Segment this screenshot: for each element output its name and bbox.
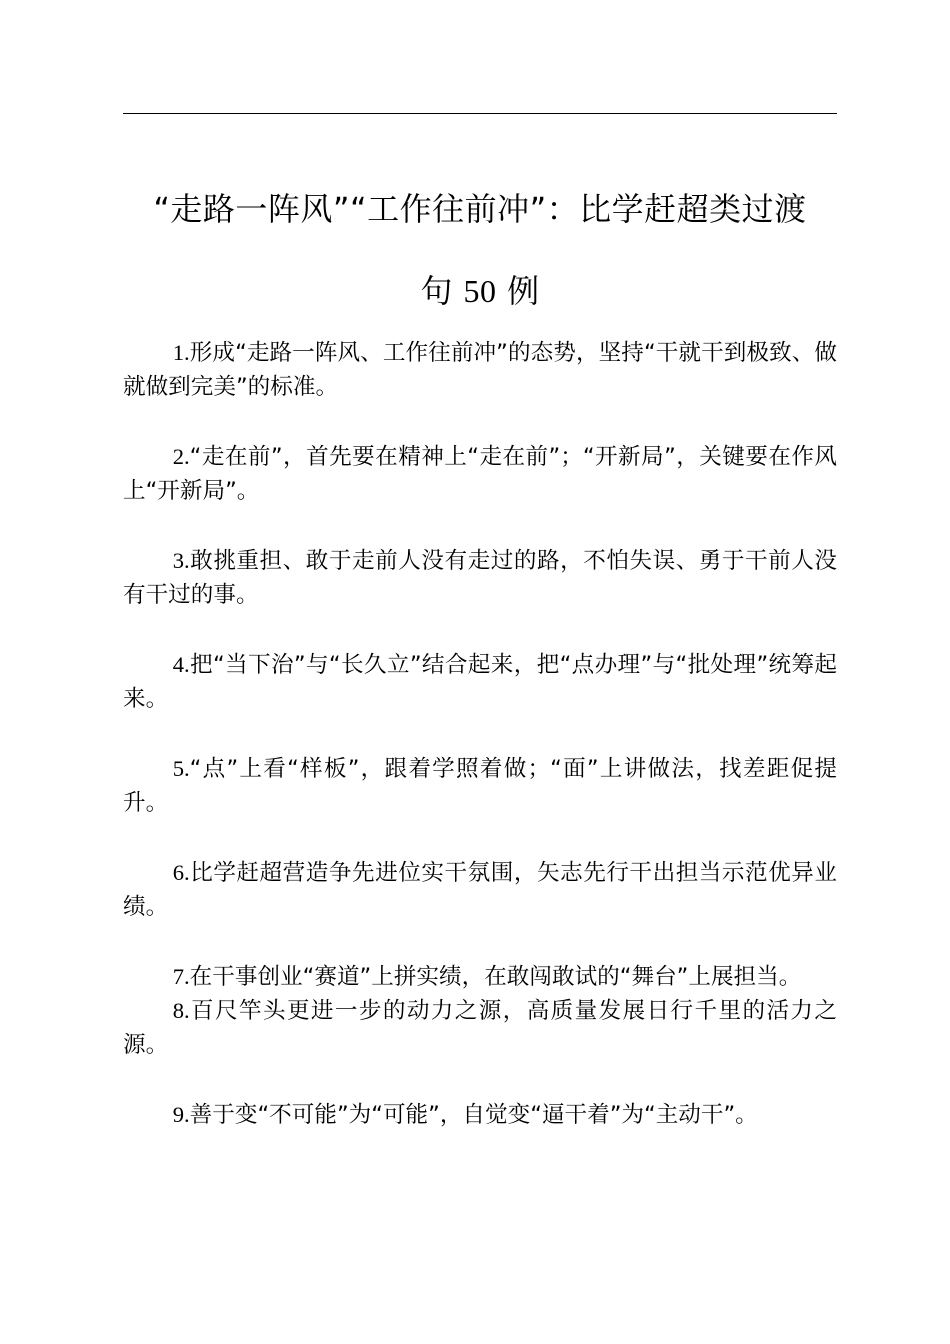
title-line-2	[420, 272, 539, 310]
list-item	[123, 752, 837, 820]
list-item	[123, 544, 837, 612]
item-text: 在干事创业“赛道”上拼实绩，在敢闯敢试的“舞台”上展担当。	[189, 964, 802, 990]
item-number: 9.	[172, 1102, 190, 1127]
item-number: 1.	[172, 340, 190, 365]
list-item	[123, 856, 837, 924]
item-number: 8.	[172, 998, 190, 1023]
title-line-2-suffix: 例	[507, 272, 540, 310]
title-line-2-number: 50	[463, 273, 497, 309]
item-text: “走在前”，首先要在精神上“走在前”；“开新局”，关键要在作风上“开新局”。	[123, 444, 837, 504]
title-line-2-prefix: 句	[420, 272, 453, 310]
title-line-1: “走路一阵风”“工作往前冲”：比学赶超类过渡	[153, 190, 807, 228]
list-item	[123, 440, 837, 508]
item-text: “点”上看“样板”，跟着学照着做；“面”上讲做法，找差距促提升。	[123, 756, 837, 816]
item-text: 百尺竿头更进一步的动力之源，高质量发展日行千里的活力之源。	[123, 998, 837, 1058]
item-list	[123, 336, 837, 1132]
item-number: 4.	[172, 652, 190, 677]
list-item	[123, 336, 837, 404]
item-number: 2.	[172, 444, 190, 469]
item-text: 形成“走路一阵风、工作往前冲”的态势，坚持“干就干到极致、做就做到完美”的标准。	[123, 340, 837, 400]
item-text: 把“当下治”与“长久立”结合起来，把“点办理”与“批处理”统筹起来。	[123, 652, 837, 712]
item-text: 敢挑重担、敢于走前人没有走过的路，不怕失误、勇于干前人没有干过的事。	[123, 548, 837, 608]
item-number: 7.	[172, 964, 190, 989]
item-number: 5.	[172, 756, 190, 781]
item-text: 比学赶超营造争先进位实干氛围，矢志先行干出担当示范优异业绩。	[123, 860, 837, 920]
item-number: 3.	[172, 548, 190, 573]
header-rule	[123, 113, 837, 114]
list-item	[123, 1098, 837, 1132]
document-title	[110, 168, 850, 332]
list-item	[123, 960, 837, 994]
item-number: 6.	[172, 860, 190, 885]
list-item	[123, 994, 837, 1062]
list-item	[123, 648, 837, 716]
item-text: 善于变“不可能”为“可能”，自觉变“逼干着”为“主动干”。	[189, 1102, 758, 1128]
